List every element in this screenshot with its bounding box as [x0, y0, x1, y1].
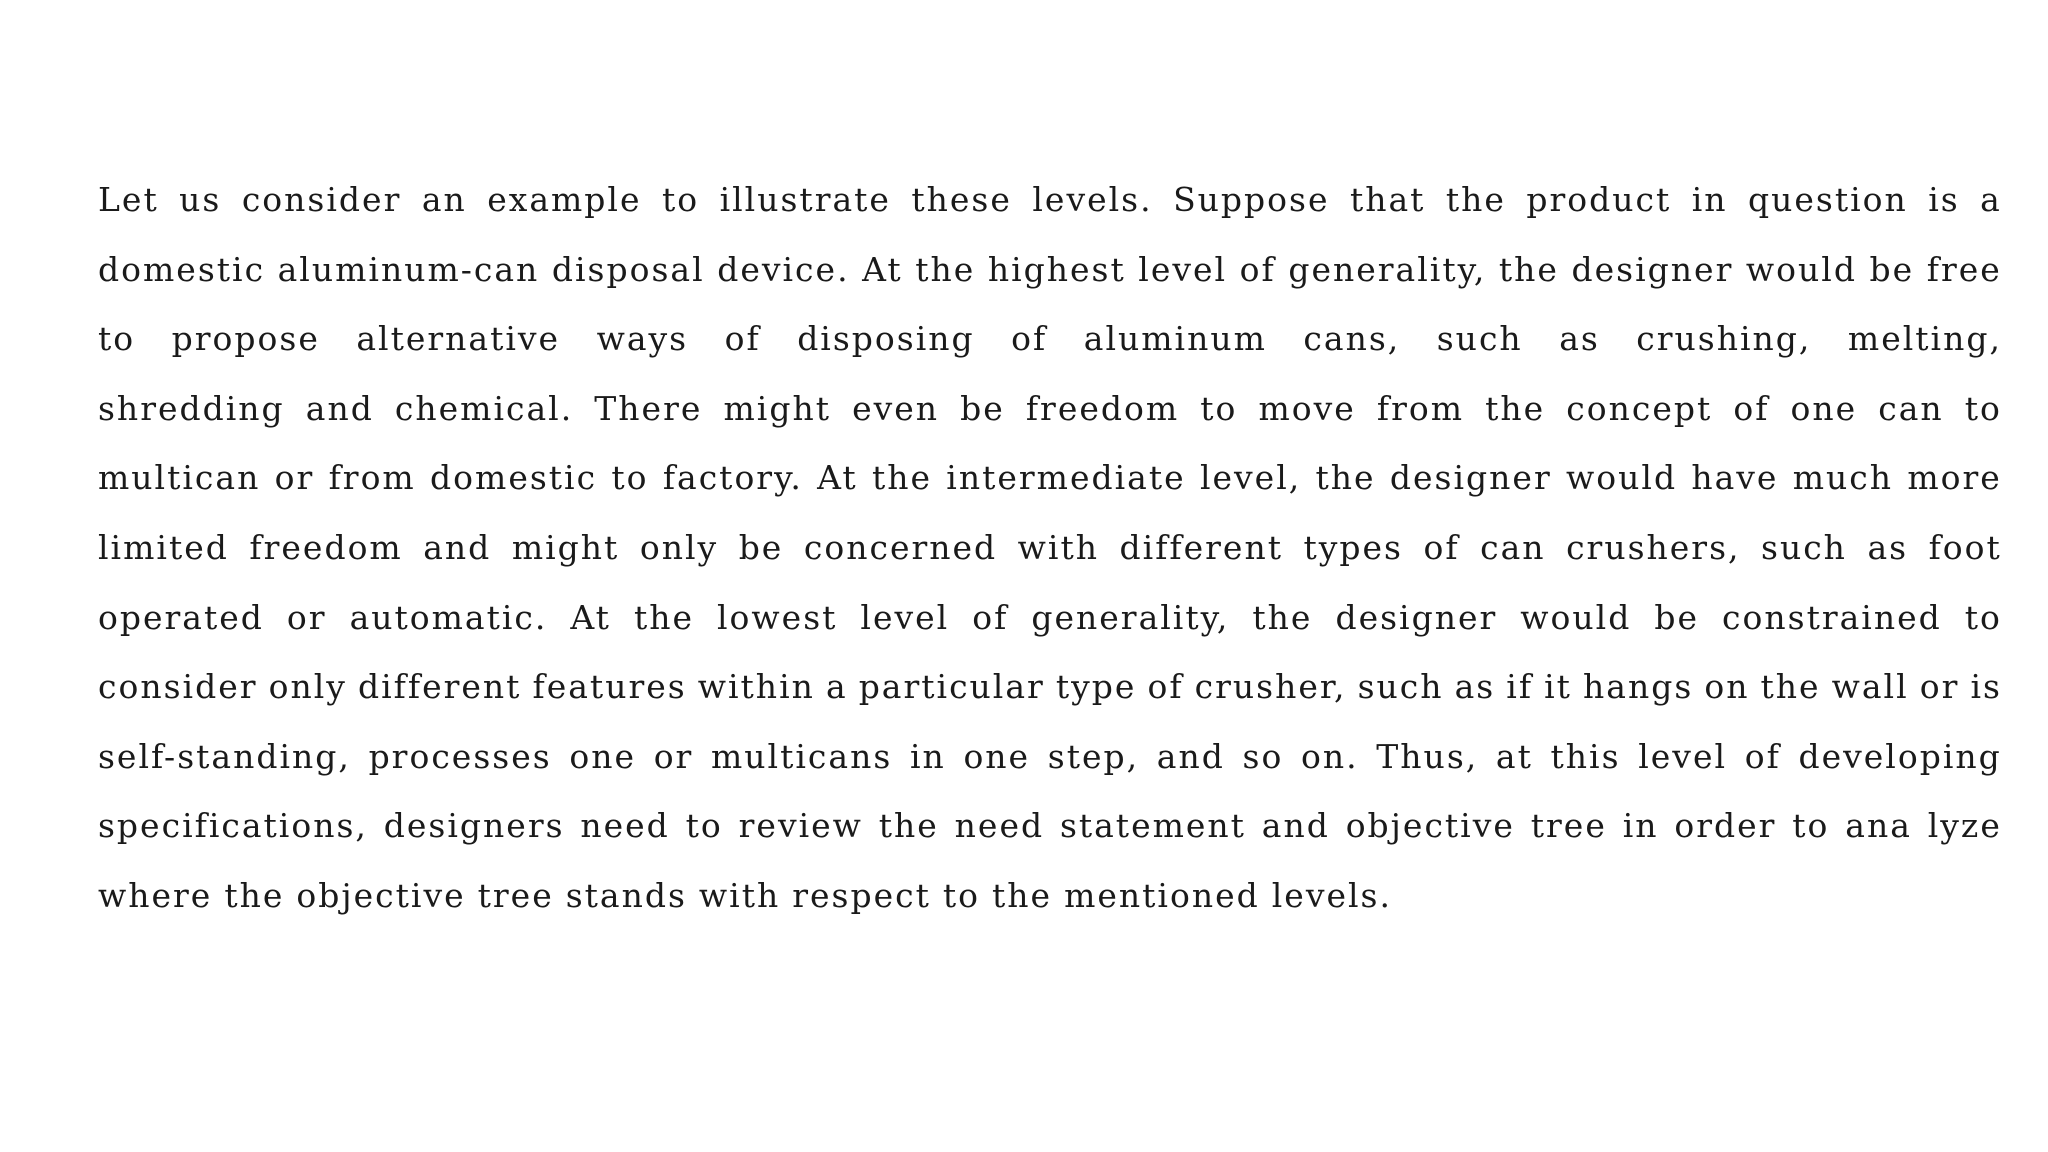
word: us [179, 180, 222, 219]
word: to [1200, 388, 1238, 428]
text-line [98, 383, 2002, 453]
word: of [1733, 388, 1770, 428]
word: of [1239, 249, 1276, 289]
word: mentioned [1064, 875, 1260, 915]
word: from [1376, 388, 1465, 428]
word: where [98, 875, 213, 915]
word: specifications, [98, 806, 368, 846]
word: hangs [1583, 667, 1694, 707]
word: disposal [551, 249, 705, 289]
word: self-standing, [98, 736, 351, 776]
word: free [1926, 249, 2002, 289]
word: the [1760, 667, 1821, 707]
word: processes [368, 736, 552, 776]
word: At [862, 249, 903, 289]
word: be [960, 388, 1005, 428]
word: level, [1199, 458, 1302, 498]
word: in [909, 736, 946, 776]
word: example [487, 180, 642, 219]
word: the [992, 875, 1053, 915]
word: generality, [1031, 597, 1230, 637]
word: tree [1530, 806, 1607, 846]
word: Thus, [1376, 736, 1479, 776]
word: can [1878, 388, 1944, 428]
word: the [1485, 388, 1546, 428]
word: to [611, 458, 649, 498]
word: wall [1831, 667, 1909, 707]
word: one [1790, 388, 1858, 428]
word: designers [383, 806, 565, 846]
word: and [305, 388, 374, 428]
word: multicans [711, 736, 893, 776]
word: to [942, 875, 981, 915]
word: generality, [1288, 249, 1487, 289]
word: At [570, 597, 611, 637]
word: to [98, 319, 136, 359]
word: as [1867, 527, 1909, 567]
word: concerned [803, 527, 998, 567]
word: only [639, 527, 719, 567]
word: would [1745, 249, 1857, 289]
word: it [1544, 667, 1572, 707]
word: aluminum [1083, 319, 1267, 359]
word: particular [858, 667, 1045, 707]
word: be [1654, 597, 1700, 637]
word: would [1520, 597, 1632, 637]
word: the [915, 249, 976, 289]
text-line [98, 244, 2002, 314]
word: even [852, 388, 940, 428]
word: domestic [98, 249, 266, 289]
word: disposing [797, 319, 975, 359]
word: melting, [1847, 319, 2002, 359]
word: is [1970, 667, 2002, 707]
word: shredding [98, 388, 285, 428]
text-line [98, 452, 2002, 522]
word: such [1761, 527, 1847, 567]
word: need [580, 806, 670, 846]
word: might [511, 527, 620, 567]
word: device. [717, 249, 850, 289]
word: level [860, 597, 950, 637]
word: of [972, 597, 1009, 637]
word: alternative [356, 319, 561, 359]
word: level [1638, 736, 1728, 776]
word: of [1147, 667, 1184, 707]
word: to [685, 806, 723, 846]
word: more [1907, 458, 2002, 498]
word: crusher, [1194, 667, 1347, 707]
word: product [1526, 180, 1672, 219]
word: of [1011, 319, 1048, 359]
word: At [817, 458, 858, 498]
word: tree [477, 875, 554, 915]
word: automatic. [349, 597, 548, 637]
word: have [1691, 458, 1779, 498]
word: designer [1571, 249, 1734, 289]
word: of [1744, 736, 1781, 776]
word: levels. [1032, 180, 1153, 219]
text-line [98, 313, 2002, 383]
word: factory. [662, 458, 803, 498]
word: designer [1335, 597, 1498, 637]
word: in [1691, 180, 1728, 219]
word: to [1964, 597, 2002, 637]
word: one [569, 736, 637, 776]
word: developing [1798, 736, 2002, 776]
word: a [825, 667, 848, 707]
word: or [653, 736, 694, 776]
word: with [698, 875, 781, 915]
word: or [1919, 667, 1960, 707]
word: might [723, 388, 831, 428]
word: need [954, 806, 1045, 846]
text-line [98, 592, 2002, 662]
word: stands [565, 875, 687, 915]
text-line [98, 661, 2002, 731]
word: to [1792, 806, 1830, 846]
word: level [1138, 249, 1228, 289]
word: to [661, 180, 700, 219]
word: designer [1389, 458, 1552, 498]
word: operated [98, 597, 264, 637]
word: of [724, 319, 761, 359]
word: objective [296, 875, 466, 915]
word: review [738, 806, 863, 846]
word: lowest [717, 597, 838, 637]
word: as [1454, 667, 1496, 707]
word: a [1980, 180, 2002, 219]
word: consider [98, 667, 258, 707]
word: the [871, 458, 932, 498]
word: much [1792, 458, 1894, 498]
word: highest [987, 249, 1126, 289]
word: step, [1047, 736, 1140, 776]
word: constrained [1722, 597, 1942, 637]
word: with [1017, 527, 1099, 567]
body-paragraph [98, 174, 2002, 940]
word: multican [98, 458, 261, 498]
word: would [1566, 458, 1678, 498]
word: in [1622, 806, 1659, 846]
word: propose [171, 319, 320, 359]
word: an [421, 180, 467, 219]
word: freedom [249, 527, 403, 567]
word: types [1303, 527, 1403, 567]
word: ana [1845, 806, 1912, 846]
word: the [1498, 249, 1559, 289]
word: can [1480, 527, 1546, 567]
text-line-last [98, 870, 2002, 940]
word: levels. [1271, 875, 1392, 915]
word: ways [596, 319, 689, 359]
word: crushers, [1566, 527, 1741, 567]
word: limited [98, 527, 229, 567]
word: at [1495, 736, 1533, 776]
word: There [594, 388, 703, 428]
word: objective [1345, 806, 1515, 846]
word: or [274, 458, 315, 498]
word: concept [1566, 388, 1713, 428]
text-line [98, 522, 2002, 592]
text-line [98, 731, 2002, 801]
word: from [328, 458, 416, 498]
word: order [1674, 806, 1777, 846]
word: features [532, 667, 687, 707]
word: is [1928, 180, 1960, 219]
word: Suppose [1173, 180, 1330, 219]
word: foot [1928, 527, 2002, 567]
word: domestic [430, 458, 598, 498]
word: the [1315, 458, 1376, 498]
word: lyze [1927, 806, 2002, 846]
word: if [1506, 667, 1534, 707]
word: so [1242, 736, 1284, 776]
word: one [963, 736, 1031, 776]
word: question [1747, 180, 1908, 219]
word: or [286, 597, 327, 637]
word: type [1055, 667, 1137, 707]
word: the [224, 875, 285, 915]
word: only [268, 667, 347, 707]
word: and [423, 527, 492, 567]
word: be [1869, 249, 1915, 289]
word: of [1423, 527, 1460, 567]
word: freedom [1025, 388, 1180, 428]
word: consider [241, 180, 402, 219]
word: on. [1301, 736, 1359, 776]
word: the [1445, 180, 1506, 219]
word: to [1964, 388, 2002, 428]
word: as [1559, 319, 1600, 359]
word: the [878, 806, 939, 846]
word: Let [98, 180, 159, 219]
word: and [1156, 736, 1225, 776]
word: statement [1059, 806, 1246, 846]
word: intermediate [946, 458, 1186, 498]
word: illustrate [719, 180, 891, 219]
word: within [697, 667, 815, 707]
word: aluminum-can [277, 249, 540, 289]
word: this [1550, 736, 1621, 776]
word: such [1436, 319, 1523, 359]
word: respect [792, 875, 931, 915]
word: cans, [1303, 319, 1401, 359]
word: move [1258, 388, 1356, 428]
text-line [98, 800, 2002, 870]
word: chemical. [394, 388, 574, 428]
word: different [1119, 527, 1283, 567]
word: different [357, 667, 522, 707]
word: that [1349, 180, 1426, 219]
word: the [633, 597, 694, 637]
word: the [1252, 597, 1313, 637]
word: these [911, 180, 1012, 219]
word: crushing, [1636, 319, 1812, 359]
text-line [98, 174, 2002, 244]
word: on [1704, 667, 1750, 707]
word: such [1357, 667, 1444, 707]
word: and [1261, 806, 1330, 846]
word: be [738, 527, 784, 567]
